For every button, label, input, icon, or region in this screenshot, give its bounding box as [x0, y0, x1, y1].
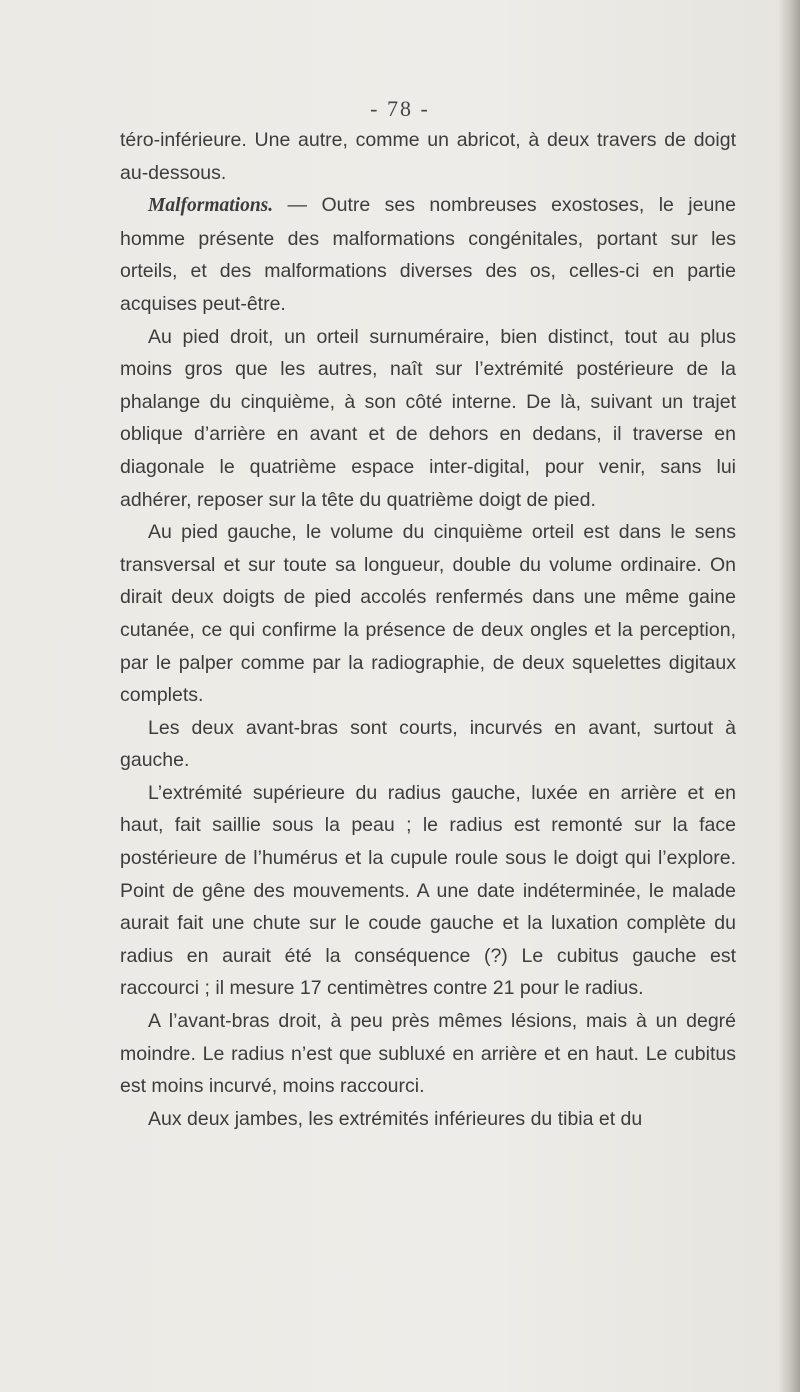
paragraph-text: A l’avant-bras droit, à peu près mêmes lésions, mais à un degré moindre. Le radius n’est que subluxé en arrière et en haut. Le cubitus est moins incurvé, moins raccourci.	[120, 1010, 736, 1098]
paragraph-text: Au pied droit, un orteil surnuméraire, bien distinct, tout au plus moins gros que les autres, naît sur l’extrémité postérieure de la phalange du cinquième, à son côté interne. De là, suivant un trajet oblique d’arrière en avant et de dehors en dedans, il traverse en diagonale le quatrième espace inter-digital, pour venir, sans lui adhérer, reposer sur la tête du quatrième doigt de pied.	[120, 325, 736, 511]
paragraph-text: Au pied gauche, le volume du cinquième orteil est dans le sens transversal et sur toute sa longueur, double du volume ordinaire. On dirait deux doigts de pied accolés renfermés dans une même gaine cutanée, ce qui confirme la présence de deux ongles et la perception, par le palper comme par la radiographie, de deux squelettes digitaux complets.	[120, 521, 736, 707]
page-edge-shadow	[778, 0, 800, 1392]
paragraph-text: téro-inférieure. Une autre, comme un abricot, à deux travers de doigt au-dessous.	[120, 129, 736, 184]
paragraph	[120, 189, 736, 320]
body-text	[120, 124, 736, 1135]
page-number: - 78 -	[370, 96, 430, 121]
paragraph-text: Aux deux jambes, les extrémités inférieures du tibia et du	[148, 1107, 643, 1130]
paragraph	[120, 516, 736, 712]
paragraph	[120, 1103, 736, 1136]
paragraph	[120, 1005, 736, 1103]
paragraph	[120, 321, 736, 517]
paragraph-text: L’extrémité supérieure du radius gauche, luxée en arrière et en haut, fait saillie sous la peau ; le radius est remonté sur la face postérieure de l’humérus et la cupule roule sous le doigt qui l’explore. Point de gêne des mouvements. A une date indéterminée, le malade aurait fait une chute sur le coude gauche et la luxation complète du radius en aurait été la conséquence (?) Le cubitus gauche est raccourci ; il mesure 17 centimètres contre 21 pour le radius.	[120, 781, 736, 1000]
paragraph-text: Les deux avant-bras sont courts, incurvés en avant, surtout à gauche.	[120, 716, 736, 772]
section-title: Malformations.	[148, 195, 274, 217]
paragraph	[120, 124, 736, 189]
paragraph	[120, 712, 736, 777]
paragraph	[120, 777, 736, 1005]
paragraph-text: — Outre ses nombreuses exostoses, le jeune homme présente des malformations congénitales, portant sur les orteils, et des malformations diverses des os, celles-ci en partie acquises peut-être.	[120, 194, 736, 315]
